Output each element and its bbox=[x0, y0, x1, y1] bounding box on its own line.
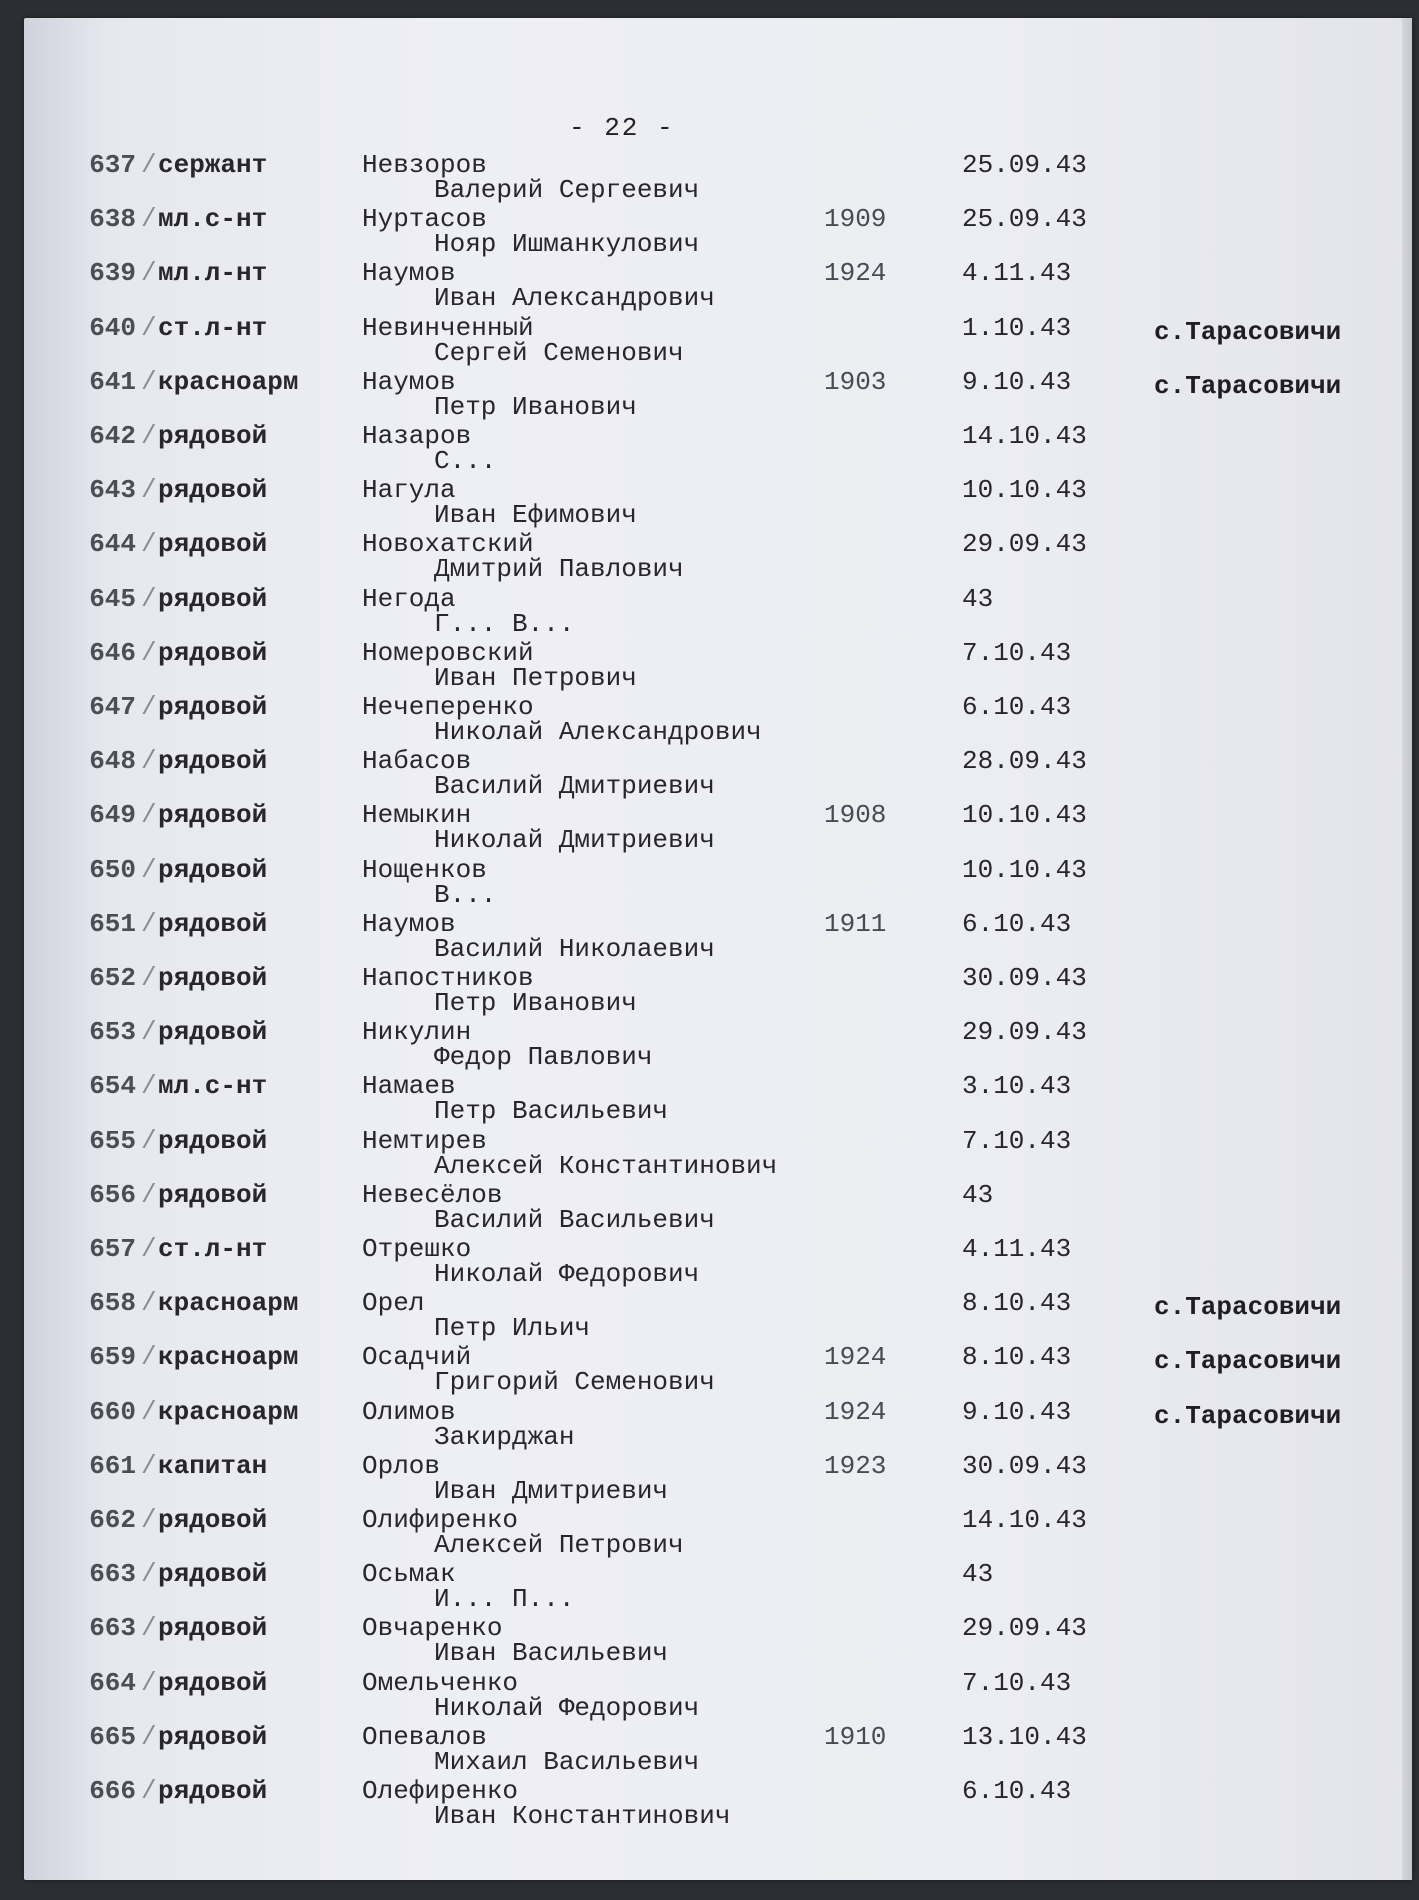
record-date: 10.10.43 bbox=[962, 475, 1087, 506]
record-date: 7.10.43 bbox=[962, 1125, 1072, 1156]
record-row bbox=[24, 746, 1404, 802]
record-surname: Орлов bbox=[362, 1450, 441, 1481]
record-place: с.Тарасовичи bbox=[1154, 316, 1342, 347]
record-row bbox=[24, 1017, 1404, 1073]
record-row bbox=[24, 1505, 1404, 1561]
record-row bbox=[24, 421, 1404, 477]
record-rank: рядовой bbox=[158, 1125, 268, 1156]
record-rank: рядовой bbox=[158, 421, 268, 451]
record-row bbox=[24, 1288, 1404, 1344]
record-row bbox=[24, 855, 1404, 911]
record-rank: рядовой bbox=[158, 963, 268, 993]
record-separator: / bbox=[141, 1559, 157, 1590]
record-rank: рядовой bbox=[158, 1667, 268, 1698]
record-surname: Олимов bbox=[362, 1396, 456, 1427]
record-row bbox=[24, 1668, 1404, 1724]
record-row bbox=[24, 529, 1404, 585]
record-surname: Невзоров bbox=[362, 150, 487, 180]
record-given-name: Закирджан bbox=[434, 1421, 575, 1452]
record-birth-year: 1911 bbox=[824, 908, 887, 939]
record-given-name: Петр Васильевич bbox=[434, 1096, 669, 1127]
record-date: 8.10.43 bbox=[962, 1288, 1072, 1319]
record-rank: красноарм bbox=[158, 1288, 299, 1319]
record-given-name: Валерий Сергеевич bbox=[434, 175, 700, 205]
record-date: 4.11.43 bbox=[962, 1234, 1072, 1264]
record-separator: / bbox=[141, 1667, 157, 1698]
record-given-name: Иван Дмитриевич bbox=[434, 1475, 669, 1506]
record-given-name: Иван Александрович bbox=[434, 283, 715, 314]
record-date: 9.10.43 bbox=[962, 366, 1072, 397]
record-rank: рядовой bbox=[158, 1721, 268, 1752]
record-row bbox=[24, 1342, 1404, 1398]
record-rank: капитан bbox=[158, 1450, 268, 1481]
record-number: 647 bbox=[89, 692, 136, 722]
record-date: 28.09.43 bbox=[962, 746, 1087, 777]
record-given-name: Николай Дмитриевич bbox=[434, 825, 715, 856]
record-surname: Немыкин bbox=[362, 800, 472, 831]
record-number: 650 bbox=[89, 854, 136, 885]
record-surname: Наумов bbox=[362, 908, 456, 939]
record-row bbox=[24, 584, 1404, 640]
record-date: 6.10.43 bbox=[962, 1776, 1072, 1806]
record-number: 655 bbox=[89, 1125, 136, 1156]
record-surname: Олефиренко bbox=[362, 1776, 519, 1806]
record-surname: Нощенков bbox=[362, 854, 487, 885]
record-surname: Напостников bbox=[362, 963, 534, 993]
record-rank: мл.л-нт bbox=[158, 258, 268, 289]
record-separator: / bbox=[141, 746, 157, 777]
record-given-name: Федор Павлович bbox=[434, 1042, 653, 1073]
record-row bbox=[24, 692, 1404, 748]
record-birth-year: 1903 bbox=[824, 366, 887, 397]
record-separator: / bbox=[141, 204, 157, 235]
record-number: 657 bbox=[89, 1234, 136, 1264]
record-number: 641 bbox=[89, 366, 136, 397]
record-separator: / bbox=[141, 1776, 157, 1806]
record-number: 660 bbox=[89, 1396, 136, 1427]
record-given-name: Алексей Константинович bbox=[434, 1150, 778, 1181]
record-given-name: Иван Ефимович bbox=[434, 500, 637, 531]
record-separator: / bbox=[141, 1613, 157, 1644]
record-given-name: Петр Иванович bbox=[434, 988, 637, 1018]
record-separator: / bbox=[141, 1342, 157, 1373]
record-given-name: Николай Федорович bbox=[434, 1692, 700, 1723]
record-place: с.Тарасовичи bbox=[1154, 370, 1342, 401]
record-birth-year: 1910 bbox=[824, 1721, 887, 1752]
record-surname: Наумов bbox=[362, 366, 456, 397]
record-date: 29.09.43 bbox=[962, 1017, 1087, 1048]
record-number: 659 bbox=[89, 1342, 136, 1373]
record-separator: / bbox=[141, 421, 157, 451]
record-date: 8.10.43 bbox=[962, 1342, 1072, 1373]
record-number: 666 bbox=[89, 1776, 136, 1806]
record-surname: Нечеперенко bbox=[362, 692, 534, 722]
record-row bbox=[24, 1451, 1404, 1507]
record-number: 646 bbox=[89, 637, 136, 668]
record-number: 663 bbox=[89, 1559, 136, 1590]
record-rank: рядовой bbox=[158, 583, 268, 614]
record-separator: / bbox=[141, 963, 157, 993]
record-row bbox=[24, 1776, 1404, 1832]
record-separator: / bbox=[141, 1505, 157, 1535]
record-surname: Назаров bbox=[362, 421, 472, 451]
record-rank: мл.с-нт bbox=[158, 204, 268, 235]
record-rank: рядовой bbox=[158, 529, 268, 560]
record-date: 14.10.43 bbox=[962, 1505, 1087, 1535]
record-date: 1.10.43 bbox=[962, 312, 1072, 343]
record-rank: рядовой bbox=[158, 746, 268, 777]
record-date: 43 bbox=[962, 583, 994, 614]
record-surname: Нагула bbox=[362, 475, 456, 506]
record-row bbox=[24, 1613, 1404, 1669]
record-given-name: Алексей Петрович bbox=[434, 1530, 684, 1560]
record-number: 637 bbox=[89, 150, 136, 180]
record-rank: рядовой bbox=[158, 692, 268, 722]
record-surname: Намаев bbox=[362, 1071, 456, 1102]
record-surname: Нуртасов bbox=[362, 204, 487, 235]
record-date: 4.11.43 bbox=[962, 258, 1072, 289]
record-separator: / bbox=[141, 854, 157, 885]
record-date: 6.10.43 bbox=[962, 908, 1072, 939]
record-number: 642 bbox=[89, 421, 136, 451]
record-given-name: Петр Ильич bbox=[434, 1313, 591, 1344]
record-date: 10.10.43 bbox=[962, 800, 1087, 831]
record-given-name: Михаил Васильевич bbox=[434, 1746, 700, 1777]
record-number: 658 bbox=[89, 1288, 136, 1319]
record-date: 43 bbox=[962, 1179, 994, 1210]
record-rank: рядовой bbox=[158, 475, 268, 506]
record-number: 645 bbox=[89, 583, 136, 614]
record-separator: / bbox=[141, 475, 157, 506]
record-row bbox=[24, 367, 1404, 423]
record-row bbox=[24, 800, 1404, 856]
record-row bbox=[24, 909, 1404, 965]
record-separator: / bbox=[141, 529, 157, 560]
record-surname: Немтирев bbox=[362, 1125, 487, 1156]
record-place: с.Тарасовичи bbox=[1154, 1292, 1342, 1323]
record-date: 9.10.43 bbox=[962, 1396, 1072, 1427]
record-rank: сержант bbox=[158, 150, 268, 180]
record-given-name: С... bbox=[434, 446, 497, 476]
record-given-name: Василий Васильевич bbox=[434, 1204, 715, 1235]
record-number: 652 bbox=[89, 963, 136, 993]
record-separator: / bbox=[141, 258, 157, 289]
record-row bbox=[24, 1071, 1404, 1127]
record-number: 644 bbox=[89, 529, 136, 560]
record-date: 6.10.43 bbox=[962, 692, 1072, 722]
record-row bbox=[24, 1397, 1404, 1453]
record-surname: Осадчий bbox=[362, 1342, 472, 1373]
record-number: 664 bbox=[89, 1667, 136, 1698]
record-surname: Опевалов bbox=[362, 1721, 487, 1752]
record-row bbox=[24, 204, 1404, 260]
record-surname: Омельченко bbox=[362, 1667, 519, 1698]
record-given-name: Петр Иванович bbox=[434, 391, 637, 422]
record-surname: Новохатский bbox=[362, 529, 534, 560]
record-given-name: Сергей Семенович bbox=[434, 337, 684, 368]
record-separator: / bbox=[141, 1125, 157, 1156]
record-surname: Номеровский bbox=[362, 637, 534, 668]
record-number: 651 bbox=[89, 908, 136, 939]
record-given-name: Дмитрий Павлович bbox=[434, 554, 684, 585]
record-number: 665 bbox=[89, 1721, 136, 1752]
record-rank: рядовой bbox=[158, 1613, 268, 1644]
record-date: 29.09.43 bbox=[962, 529, 1087, 560]
record-date: 43 bbox=[962, 1559, 994, 1590]
record-given-name: Нояр Ишманкулович bbox=[434, 229, 700, 260]
record-given-name: Иван Васильевич bbox=[434, 1638, 669, 1669]
record-row bbox=[24, 1180, 1404, 1236]
record-separator: / bbox=[141, 637, 157, 668]
record-rank: ст.л-нт bbox=[158, 312, 268, 343]
record-given-name: Г... В... bbox=[434, 608, 575, 639]
record-given-name: В... bbox=[434, 879, 497, 910]
record-separator: / bbox=[141, 1450, 157, 1481]
record-date: 25.09.43 bbox=[962, 150, 1087, 180]
record-given-name: Николай Александрович bbox=[434, 717, 762, 747]
record-surname: Наумов bbox=[362, 258, 456, 289]
record-date: 25.09.43 bbox=[962, 204, 1087, 235]
record-separator: / bbox=[141, 1071, 157, 1102]
record-rank: рядовой bbox=[158, 854, 268, 885]
record-rank: рядовой bbox=[158, 1505, 268, 1535]
page-number: - 22 - bbox=[569, 113, 675, 143]
record-separator: / bbox=[141, 312, 157, 343]
record-date: 14.10.43 bbox=[962, 421, 1087, 451]
record-given-name: И... П... bbox=[434, 1584, 575, 1615]
record-rank: красноарм bbox=[158, 1342, 299, 1373]
record-birth-year: 1924 bbox=[824, 258, 887, 289]
record-date: 7.10.43 bbox=[962, 1667, 1072, 1698]
record-row bbox=[24, 1559, 1404, 1615]
record-number: 661 bbox=[89, 1450, 136, 1481]
record-rank: красноарм bbox=[158, 1396, 299, 1427]
record-number: 648 bbox=[89, 746, 136, 777]
record-date: 7.10.43 bbox=[962, 637, 1072, 668]
record-birth-year: 1924 bbox=[824, 1396, 887, 1427]
record-rank: рядовой bbox=[158, 1776, 268, 1806]
record-rank: рядовой bbox=[158, 1179, 268, 1210]
record-number: 654 bbox=[89, 1071, 136, 1102]
record-separator: / bbox=[141, 1017, 157, 1048]
record-number: 649 bbox=[89, 800, 136, 831]
record-given-name: Василий Дмитриевич bbox=[434, 771, 715, 802]
record-number: 640 bbox=[89, 312, 136, 343]
record-separator: / bbox=[141, 1721, 157, 1752]
record-rank: рядовой bbox=[158, 637, 268, 668]
record-surname: Невесёлов bbox=[362, 1179, 503, 1210]
record-number: 663 bbox=[89, 1613, 136, 1644]
record-separator: / bbox=[141, 583, 157, 614]
record-date: 30.09.43 bbox=[962, 1450, 1087, 1481]
record-surname: Овчаренко bbox=[362, 1613, 503, 1644]
record-rank: ст.л-нт bbox=[158, 1234, 268, 1264]
record-number: 662 bbox=[89, 1505, 136, 1535]
record-separator: / bbox=[141, 1288, 157, 1319]
record-birth-year: 1909 bbox=[824, 204, 887, 235]
record-number: 656 bbox=[89, 1179, 136, 1210]
record-rank: красноарм bbox=[158, 366, 299, 397]
record-rank: рядовой bbox=[158, 908, 268, 939]
record-given-name: Иван Константинович bbox=[434, 1801, 731, 1831]
record-birth-year: 1923 bbox=[824, 1450, 887, 1481]
record-number: 643 bbox=[89, 475, 136, 506]
record-row bbox=[24, 475, 1404, 531]
record-rank: рядовой bbox=[158, 1017, 268, 1048]
record-row bbox=[24, 258, 1404, 314]
record-row bbox=[24, 1234, 1404, 1290]
record-rank: рядовой bbox=[158, 1559, 268, 1590]
record-surname: Осьмак bbox=[362, 1559, 456, 1590]
record-birth-year: 1924 bbox=[824, 1342, 887, 1373]
record-separator: / bbox=[141, 1396, 157, 1427]
record-place: с.Тарасовичи bbox=[1154, 1346, 1342, 1377]
record-date: 3.10.43 bbox=[962, 1071, 1072, 1102]
record-surname: Негода bbox=[362, 583, 456, 614]
record-row bbox=[24, 313, 1404, 369]
record-separator: / bbox=[141, 1179, 157, 1210]
record-row bbox=[24, 1722, 1404, 1778]
record-row bbox=[24, 963, 1404, 1019]
record-separator: / bbox=[141, 150, 157, 180]
record-surname: Невинченный bbox=[362, 312, 534, 343]
record-row bbox=[24, 150, 1404, 206]
record-separator: / bbox=[141, 366, 157, 397]
record-rank: рядовой bbox=[158, 800, 268, 831]
record-date: 10.10.43 bbox=[962, 854, 1087, 885]
record-given-name: Николай Федорович bbox=[434, 1259, 700, 1289]
record-surname: Никулин bbox=[362, 1017, 472, 1048]
record-date: 30.09.43 bbox=[962, 963, 1087, 993]
record-row bbox=[24, 1126, 1404, 1182]
record-number: 653 bbox=[89, 1017, 136, 1048]
record-birth-year: 1908 bbox=[824, 800, 887, 831]
document-page bbox=[24, 18, 1412, 1880]
record-surname: Олифиренко bbox=[362, 1505, 519, 1535]
record-given-name: Иван Петрович bbox=[434, 662, 637, 693]
record-given-name: Григорий Семенович bbox=[434, 1367, 715, 1398]
record-given-name: Василий Николаевич bbox=[434, 933, 715, 964]
record-row bbox=[24, 638, 1404, 694]
record-surname: Орел bbox=[362, 1288, 425, 1319]
record-separator: / bbox=[141, 1234, 157, 1264]
record-date: 13.10.43 bbox=[962, 1721, 1087, 1752]
record-separator: / bbox=[141, 800, 157, 831]
record-date: 29.09.43 bbox=[962, 1613, 1087, 1644]
record-number: 638 bbox=[89, 204, 136, 235]
record-separator: / bbox=[141, 692, 157, 722]
record-place: с.Тарасовичи bbox=[1154, 1400, 1342, 1431]
record-separator: / bbox=[141, 908, 157, 939]
record-rank: мл.с-нт bbox=[158, 1071, 268, 1102]
record-surname: Отрешко bbox=[362, 1234, 472, 1264]
record-surname: Набасов bbox=[362, 746, 472, 777]
record-number: 639 bbox=[89, 258, 136, 289]
